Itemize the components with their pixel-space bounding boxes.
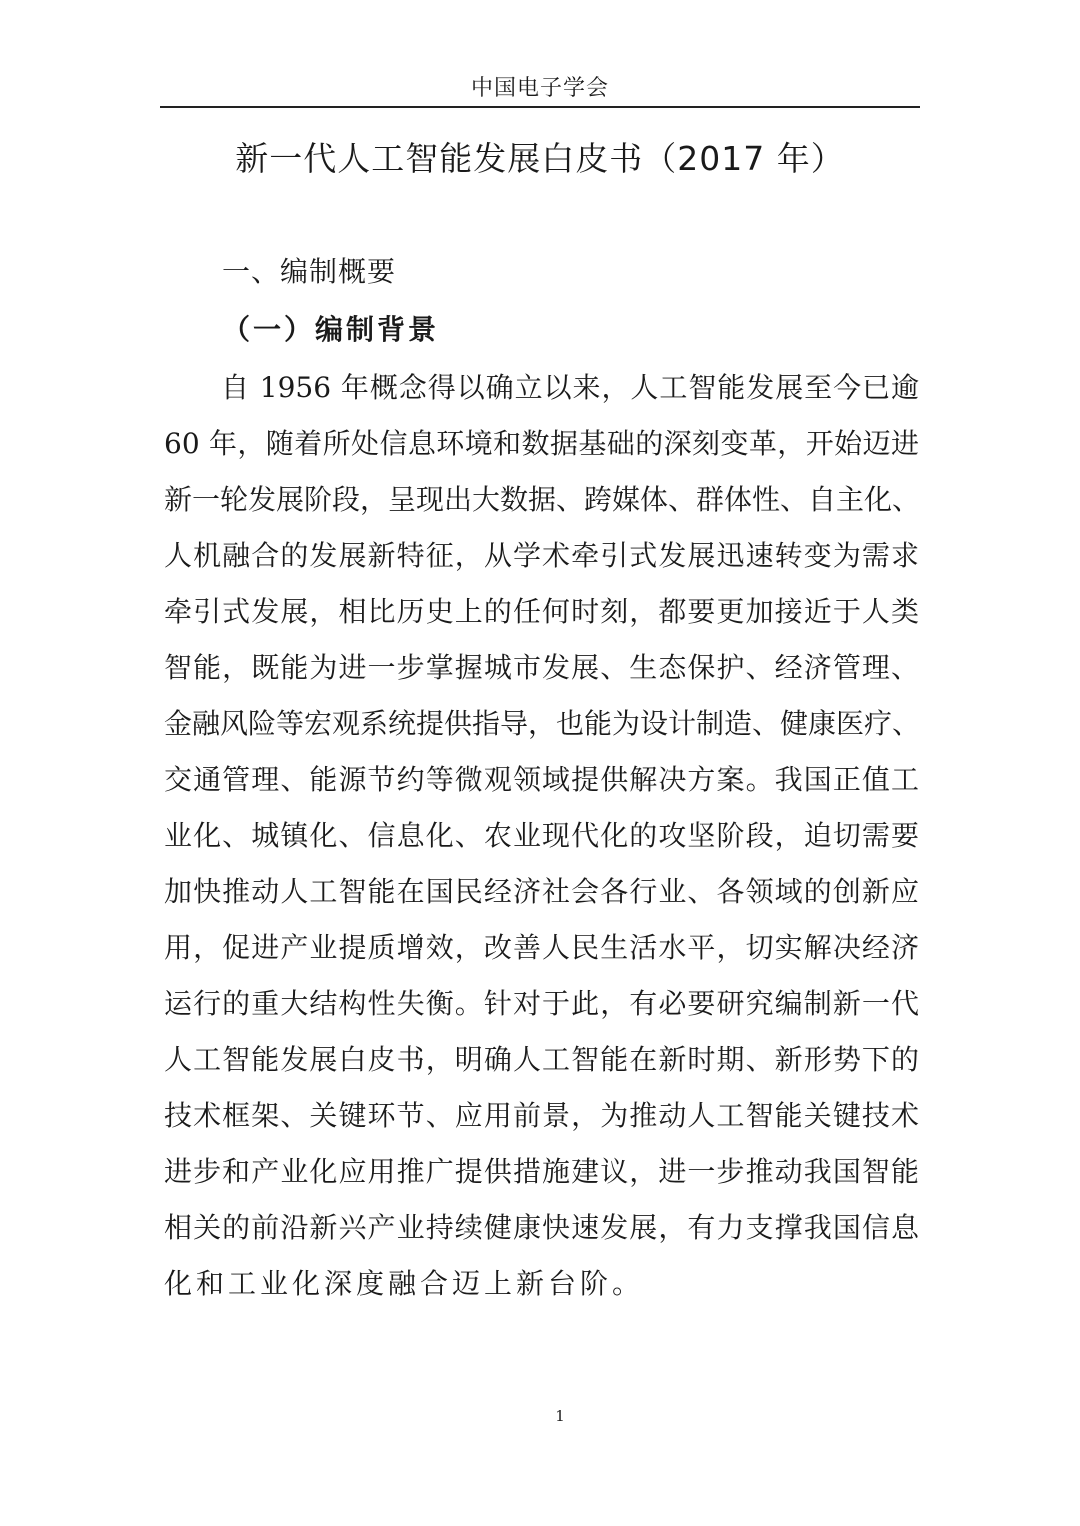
running-header: 中国电子学会: [470, 76, 609, 101]
paragraph-line: 人工智能发展白皮书，明确人工智能在新时期、新形势下的: [164, 1043, 919, 1076]
body-paragraph: [164, 360, 919, 1312]
paragraph-line: 交通管理、能源节约等微观领域提供解决方案。我国正值工: [164, 763, 919, 796]
paragraph-line: 业化、城镇化、信息化、农业现代化的攻坚阶段，迫切需要: [164, 819, 919, 852]
paragraph-line: 自 1956 年概念得以确立以来，人工智能发展至今已逾: [221, 371, 919, 404]
paragraph-line: 牵引式发展，相比历史上的任何时刻，都要更加接近于人类: [164, 595, 919, 628]
paragraph-line: 运行的重大结构性失衡。针对于此，有必要研究编制新一代: [164, 987, 919, 1020]
paragraph-line: 进步和产业化应用推广提供措施建议，进一步推动我国智能: [164, 1155, 919, 1188]
document-title: 新一代人工智能发展白皮书（2017 年）: [235, 139, 845, 178]
paragraph-line: 技术框架、关键环节、应用前景，为推动人工智能关键技术: [164, 1099, 919, 1132]
paragraph-line: 化和工业化深度融合迈上新台阶。: [164, 1267, 645, 1300]
paragraph-line: 相关的前沿新兴产业持续健康快速发展，有力支撑我国信息: [164, 1211, 919, 1244]
paragraph-line: 加快推动人工智能在国民经济社会各行业、各领域的创新应: [164, 875, 919, 908]
paragraph-line: 人机融合的发展新特征，从学术牵引式发展迅速转变为需求: [164, 539, 919, 572]
paragraph-line: 金融风险等宏观系统提供指导，也能为设计制造、健康医疗、: [164, 707, 921, 740]
header-divider: [160, 106, 920, 108]
section-heading: 一、编制概要: [222, 255, 397, 288]
paragraph-line: 用，促进产业提质增效，改善人民生活水平，切实解决经济: [164, 931, 919, 964]
subsection-heading: （一）编制背景: [222, 313, 440, 346]
paragraph-line: 60 年，随着所处信息环境和数据基础的深刻变革，开始迈进: [164, 427, 919, 460]
page-number: 1: [555, 1407, 565, 1425]
paragraph-line: 新一轮发展阶段，呈现出大数据、跨媒体、群体性、自主化、: [164, 483, 921, 516]
paragraph-line: 智能，既能为进一步掌握城市发展、生态保护、经济管理、: [164, 651, 919, 684]
